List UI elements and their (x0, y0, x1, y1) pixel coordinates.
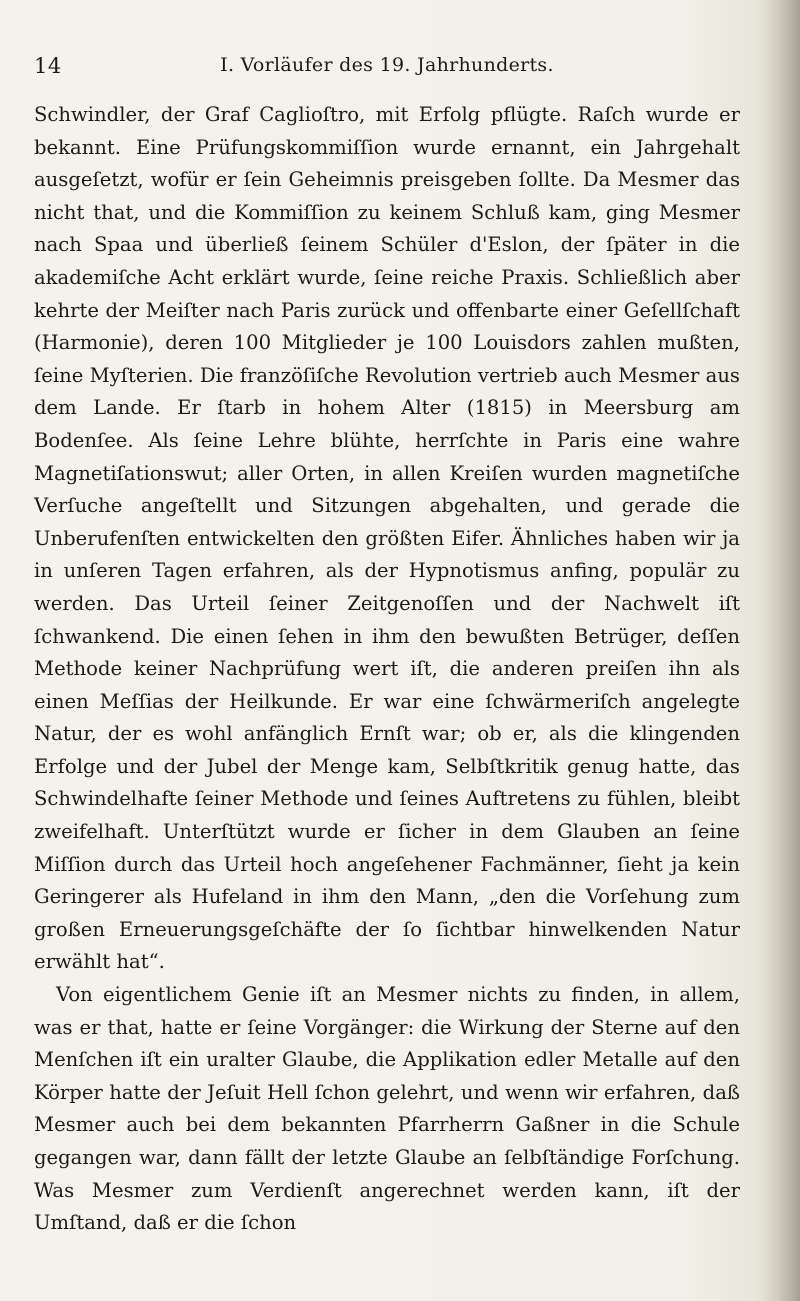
running-title: I. Vorläufer des 19. Jahrhunderts. (220, 54, 554, 76)
page-edge-shadow (762, 0, 800, 1301)
page-header (34, 54, 740, 80)
paragraph: Von eigentlichem Genie iſt an Mesmer nichts zu finden, in allem, was er that, hatte er ſeine Vorgänger: die Wirkung der Sterne auf den Menſchen iſt ein uralter Glaube, die Applikation edler Metalle auf den Körper hatte der Jeſuit Hell ſchon gelehrt, und wenn wir erfahren, daß Mesmer auch bei dem bekannten Pfarrherrn Gaßner in die Schule gegangen war, dann fällt der letzte Glaube an ſelbſtändige Forſchung. Was Mesmer zum Verdienſt angerechnet werden kann, iſt der Umſtand, daß er die ſchon (34, 983, 740, 1235)
paragraph: Schwindler, der Graf Caglioſtro, mit Erfolg pflügte. Raſch wurde er bekannt. Eine Prüfungskommiſſion wurde ernannt, ein Jahrgehalt ausgeſetzt, wofür er ſein Geheimnis preisgeben ſollte. Da Mesmer das nicht that, und die Kommiſſion zu keinem Schluß kam, ging Mesmer nach Spaa und überließ ſeinem Schüler d'Eslon, der ſpäter in die akademiſche Acht erklärt wurde, ſeine reiche Praxis. Schließlich aber kehrte der Meiſter nach Paris zurück und offenbarte einer Geſellſchaft (Harmonie), deren 100 Mitglieder je 100 Louisdors zahlen mußten, ſeine Myſterien. Die franzöſiſche Revolution vertrieb auch Mesmer aus dem Lande. Er ſtarb in hohem Alter (1815) in Meersburg am Bodenſee. Als ſeine Lehre blühte, herrſchte in Paris eine wahre Magnetiſationswut; aller Orten, in allen Kreiſen wurden magnetiſche Verſuche angeſtellt und Sitzungen abgehalten, und gerade die Unberufenſten entwickelten den größten Eifer. Ähnliches haben wir ja in unſeren Tagen erfahren, als der Hypnotismus anfing, populär zu werden. Das Urteil ſeiner Zeitgenoſſen und der Nachwelt iſt ſchwankend. Die einen ſehen in ihm den bewußten Betrüger, deſſen Methode keiner Nachprüfung wert iſt, die anderen preiſen ihn als einen Meſſias der Heilkunde. Er war eine ſchwärmeriſch angelegte Natur, der es wohl anfänglich Ernſt war; ob er, als die klingenden Erfolge und der Jubel der Menge kam, Selbſtkritik genug hatte, das Schwindelhafte ſeiner Methode und ſeines Auftretens zu fühlen, bleibt zweifelhaft. Unterſtützt wurde er ſicher in dem Glauben an ſeine Miſſion durch das Urteil hoch angeſehener Fachmänner, ſieht ja kein Geringerer als Hufeland in ihm den Mann, „den die Vorſehung zum großen Erneuerungsgeſchäfte der ſo ſichtbar hinwelkenden Natur erwählt hat“. (34, 103, 740, 974)
page-number: 14 (34, 54, 62, 78)
body-text (34, 99, 740, 1240)
